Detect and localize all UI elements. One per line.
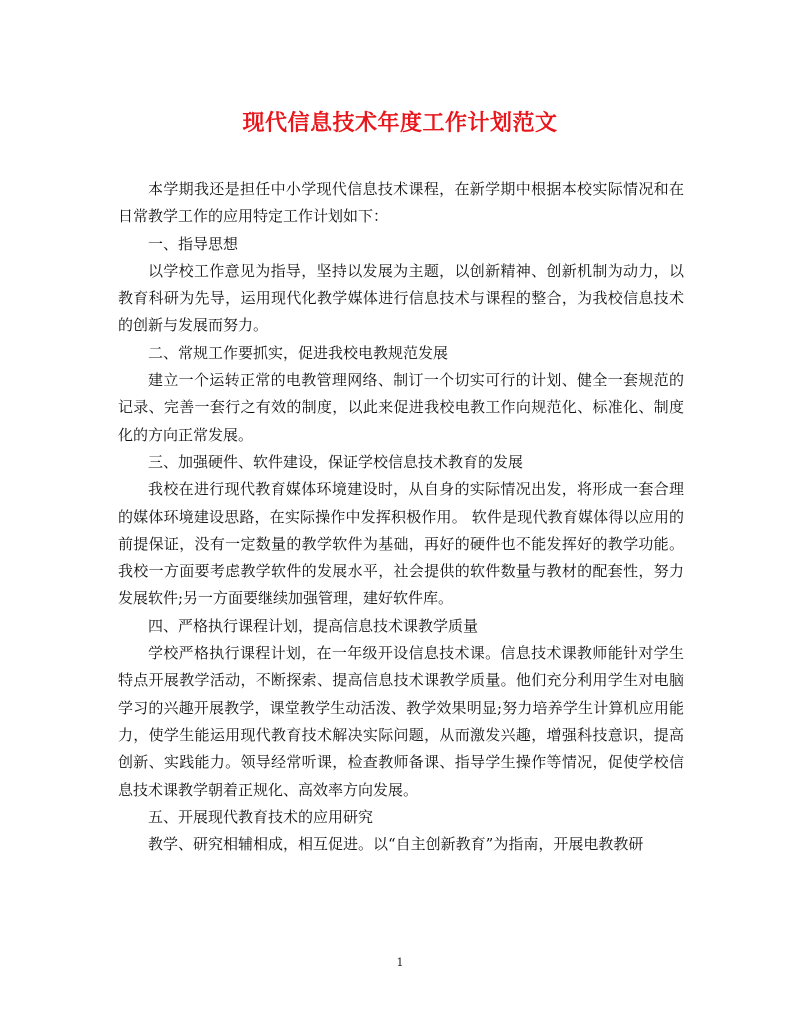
section-heading-application-research: 五、开展现代教育技术的应用研究: [148, 807, 374, 826]
section-heading-curriculum-plan: 四、严格执行课程计划，提高信息技术课教学质量: [148, 616, 479, 635]
paragraph-routine-work: 建立一个运转正常的电教管理网络、制订一个切实可行的计划、健全一套规范的记录、完善一套行之有效的制度，以此来促进我校电教工作向规范化、标准化、制度化的方向正常发展。: [118, 371, 684, 444]
document-body: [118, 176, 684, 858]
paragraph-curriculum-plan: 学校严格执行课程计划，在一年级开设信息技术课。信息技术课教师能针对学生特点开展教学活动，不断探索、提高信息技术课教学质量。他们充分利用学生对电脑学习的兴趣开展教学，课堂教学生动活泼、教学效果明显;努力培养学生计算机应用能力，使学生能运用现代教育技术解决实际问题，从而激发兴趣，增强科技意识，提高创新、实践能力。领导经常听课，检查教师备课、指导学生操作等情况，促使学校信息技术课教学朝着正规化、高效率方向发展。: [118, 644, 684, 799]
paragraph-hardware-software: 我校在进行现代教育媒体环境建设时，从自身的实际情况出发，将形成一套合理的媒体环境建设思路，在实际操作中发挥积极作用。 软件是现代教育媒体得以应用的前提保证，没有一定数量的教学软件为基础，再好的硬件也不能发挥好的教学功能。我校一方面要考虑教学软件的发展水平，社会提供的软件数量与教材的配套性，努力发展软件;另一方面要继续加强管理，建好软件库。: [118, 480, 684, 608]
paragraph-guiding-ideology: 以学校工作意见为指导，坚持以发展为主题，以创新精神、创新机制为动力，以教育科研为先导，运用现代化教学媒体进行信息技术与课程的整合，为我校信息技术的创新与发展而努力。: [118, 261, 684, 335]
intro-paragraph: 本学期我还是担任中小学现代信息技术课程，在新学期中根据本校实际情况和在日常教学工作的应用特定工作计划如下：: [118, 180, 684, 226]
document-title: 现代信息技术年度工作计划范文: [242, 110, 558, 136]
section-heading-hardware-software: 三、加强硬件、软件建设，保证学校信息技术教育的发展: [148, 452, 524, 471]
section-heading-guiding-ideology: 一、指导思想: [148, 234, 239, 253]
section-heading-routine-work: 二、常规工作要抓实，促进我校电教规范发展: [148, 343, 449, 362]
paragraph-application-research: 教学、研究相辅相成，相互促进。以“自主创新教育”为指南，开展电教教研: [148, 835, 644, 854]
page-number: 1: [396, 956, 404, 969]
